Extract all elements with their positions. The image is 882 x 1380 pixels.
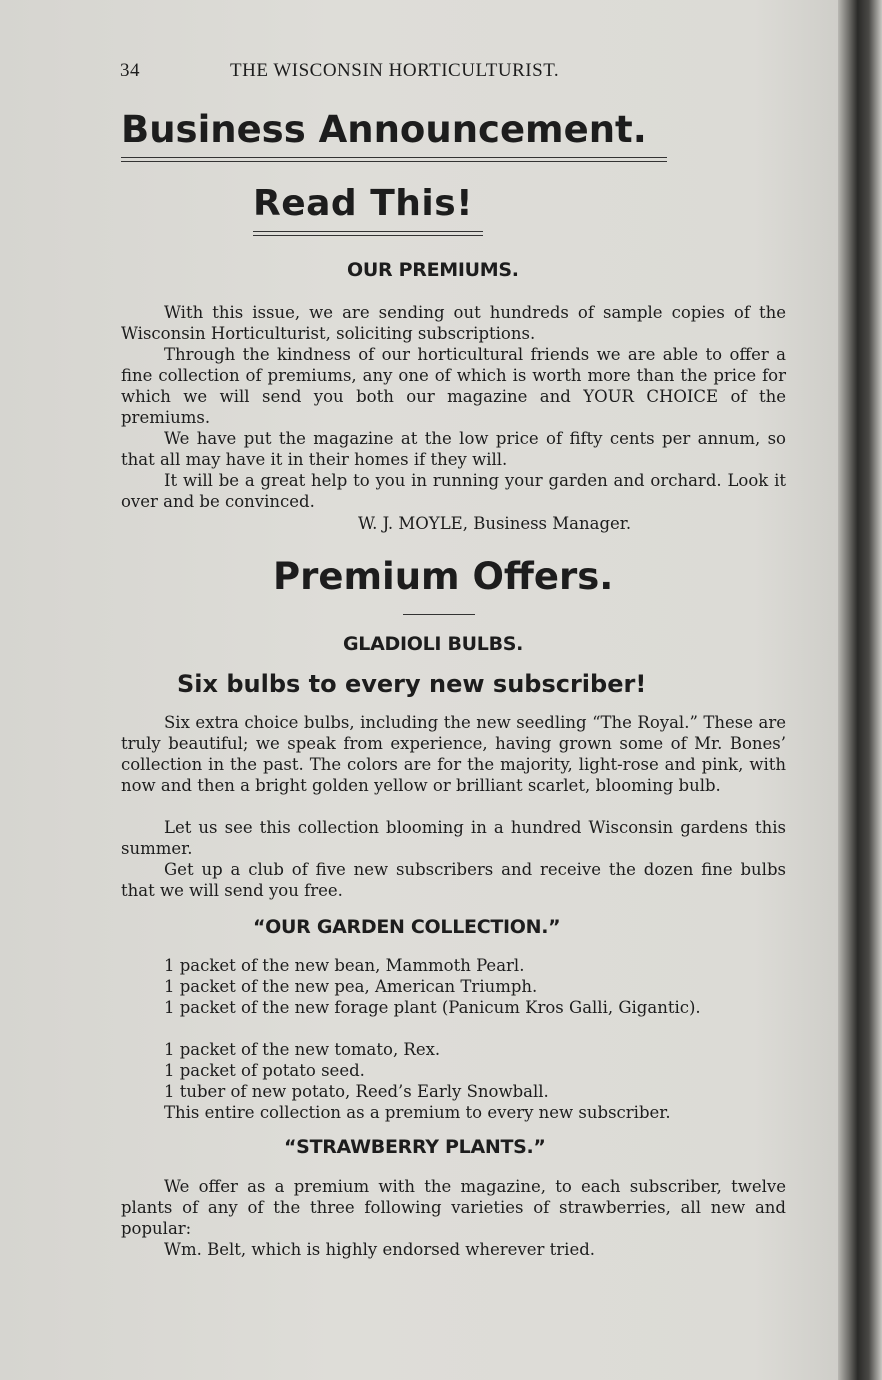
strawberry-plants-heading: “STRAWBERRY PLANTS.” — [284, 1136, 546, 1158]
paragraph-help: It will be a great help to you in running your garden and orchard. Look it over and be convinced. — [121, 471, 786, 511]
read-this-rule — [253, 231, 483, 232]
read-this-heading: Read This! — [253, 183, 474, 224]
paragraph-gladioli-description: Six extra choice bulbs, including the new seedling “The Royal.” These are truly beautiful; we speak from experience, having grown some of Mr. Bones’ collection in the past. The colors are for the majority, light-rose and pink, with now and then a bright golden yellow or brilliant scarlet, blooming bulb. — [121, 713, 786, 795]
garden-item: 1 packet of the new bean, Mammoth Pearl. — [164, 956, 525, 975]
garden-item: 1 tuber of new potato, Reed’s Early Snowball. — [164, 1082, 549, 1101]
paragraph-kindness: Through the kindness of our horticultural friends we are able to offer a fine collection of premiums, any one of which is worth more than the price for which we will send you both our magazine and YOUR CHOICE of the premiums. — [121, 345, 786, 427]
strawberry-variety: Wm. Belt, which is highly endorsed wherever tried. — [164, 1240, 596, 1259]
garden-collection-heading: “OUR GARDEN COLLECTION.” — [253, 916, 561, 938]
garden-item: 1 packet of the new pea, American Triumph. — [164, 977, 538, 996]
garden-item: 1 packet of the new forage plant (Panicum Kros Galli, Gigantic). — [164, 998, 701, 1017]
paragraph-gladioli-gardens: Let us see this collection blooming in a hundred Wisconsin gardens this summer. — [121, 818, 786, 858]
garden-collection-note: This entire collection as a premium to every new subscriber. — [164, 1103, 671, 1122]
short-rule — [403, 614, 475, 615]
garden-item: 1 packet of the new tomato, Rex. — [164, 1040, 441, 1059]
page-number: 34 — [120, 60, 140, 81]
signature: W. J. MOYLE, Business Manager. — [358, 514, 632, 533]
heading-rule — [121, 157, 667, 158]
paragraph-intro: With this issue, we are sending out hundreds of sample copies of the Wisconsin Horticulturist, soliciting subscriptions. — [121, 303, 786, 343]
business-announcement-heading: Business Announcement. — [121, 108, 647, 151]
journal-title: THE WISCONSIN HORTICULTURIST. — [230, 60, 560, 81]
our-premiums-heading: OUR PREMIUMS. — [347, 259, 519, 281]
book-spine — [838, 0, 882, 1380]
gladioli-heading: GLADIOLI BULBS. — [343, 633, 524, 655]
gladioli-tagline: Six bulbs to every new subscriber! — [177, 670, 647, 698]
paragraph-price: We have put the magazine at the low price of fifty cents per annum, so that all may have it in their homes if they will. — [121, 429, 786, 469]
garden-item: 1 packet of potato seed. — [164, 1061, 365, 1080]
paragraph-strawberry-offer: We offer as a premium with the magazine, to each subscriber, twelve plants of any of the three following varieties of strawberries, all new and popular: — [121, 1177, 786, 1238]
paragraph-gladioli-club: Get up a club of five new subscribers and receive the dozen fine bulbs that we will send you free. — [121, 860, 786, 900]
premium-offers-heading: Premium Offers. — [273, 555, 614, 598]
